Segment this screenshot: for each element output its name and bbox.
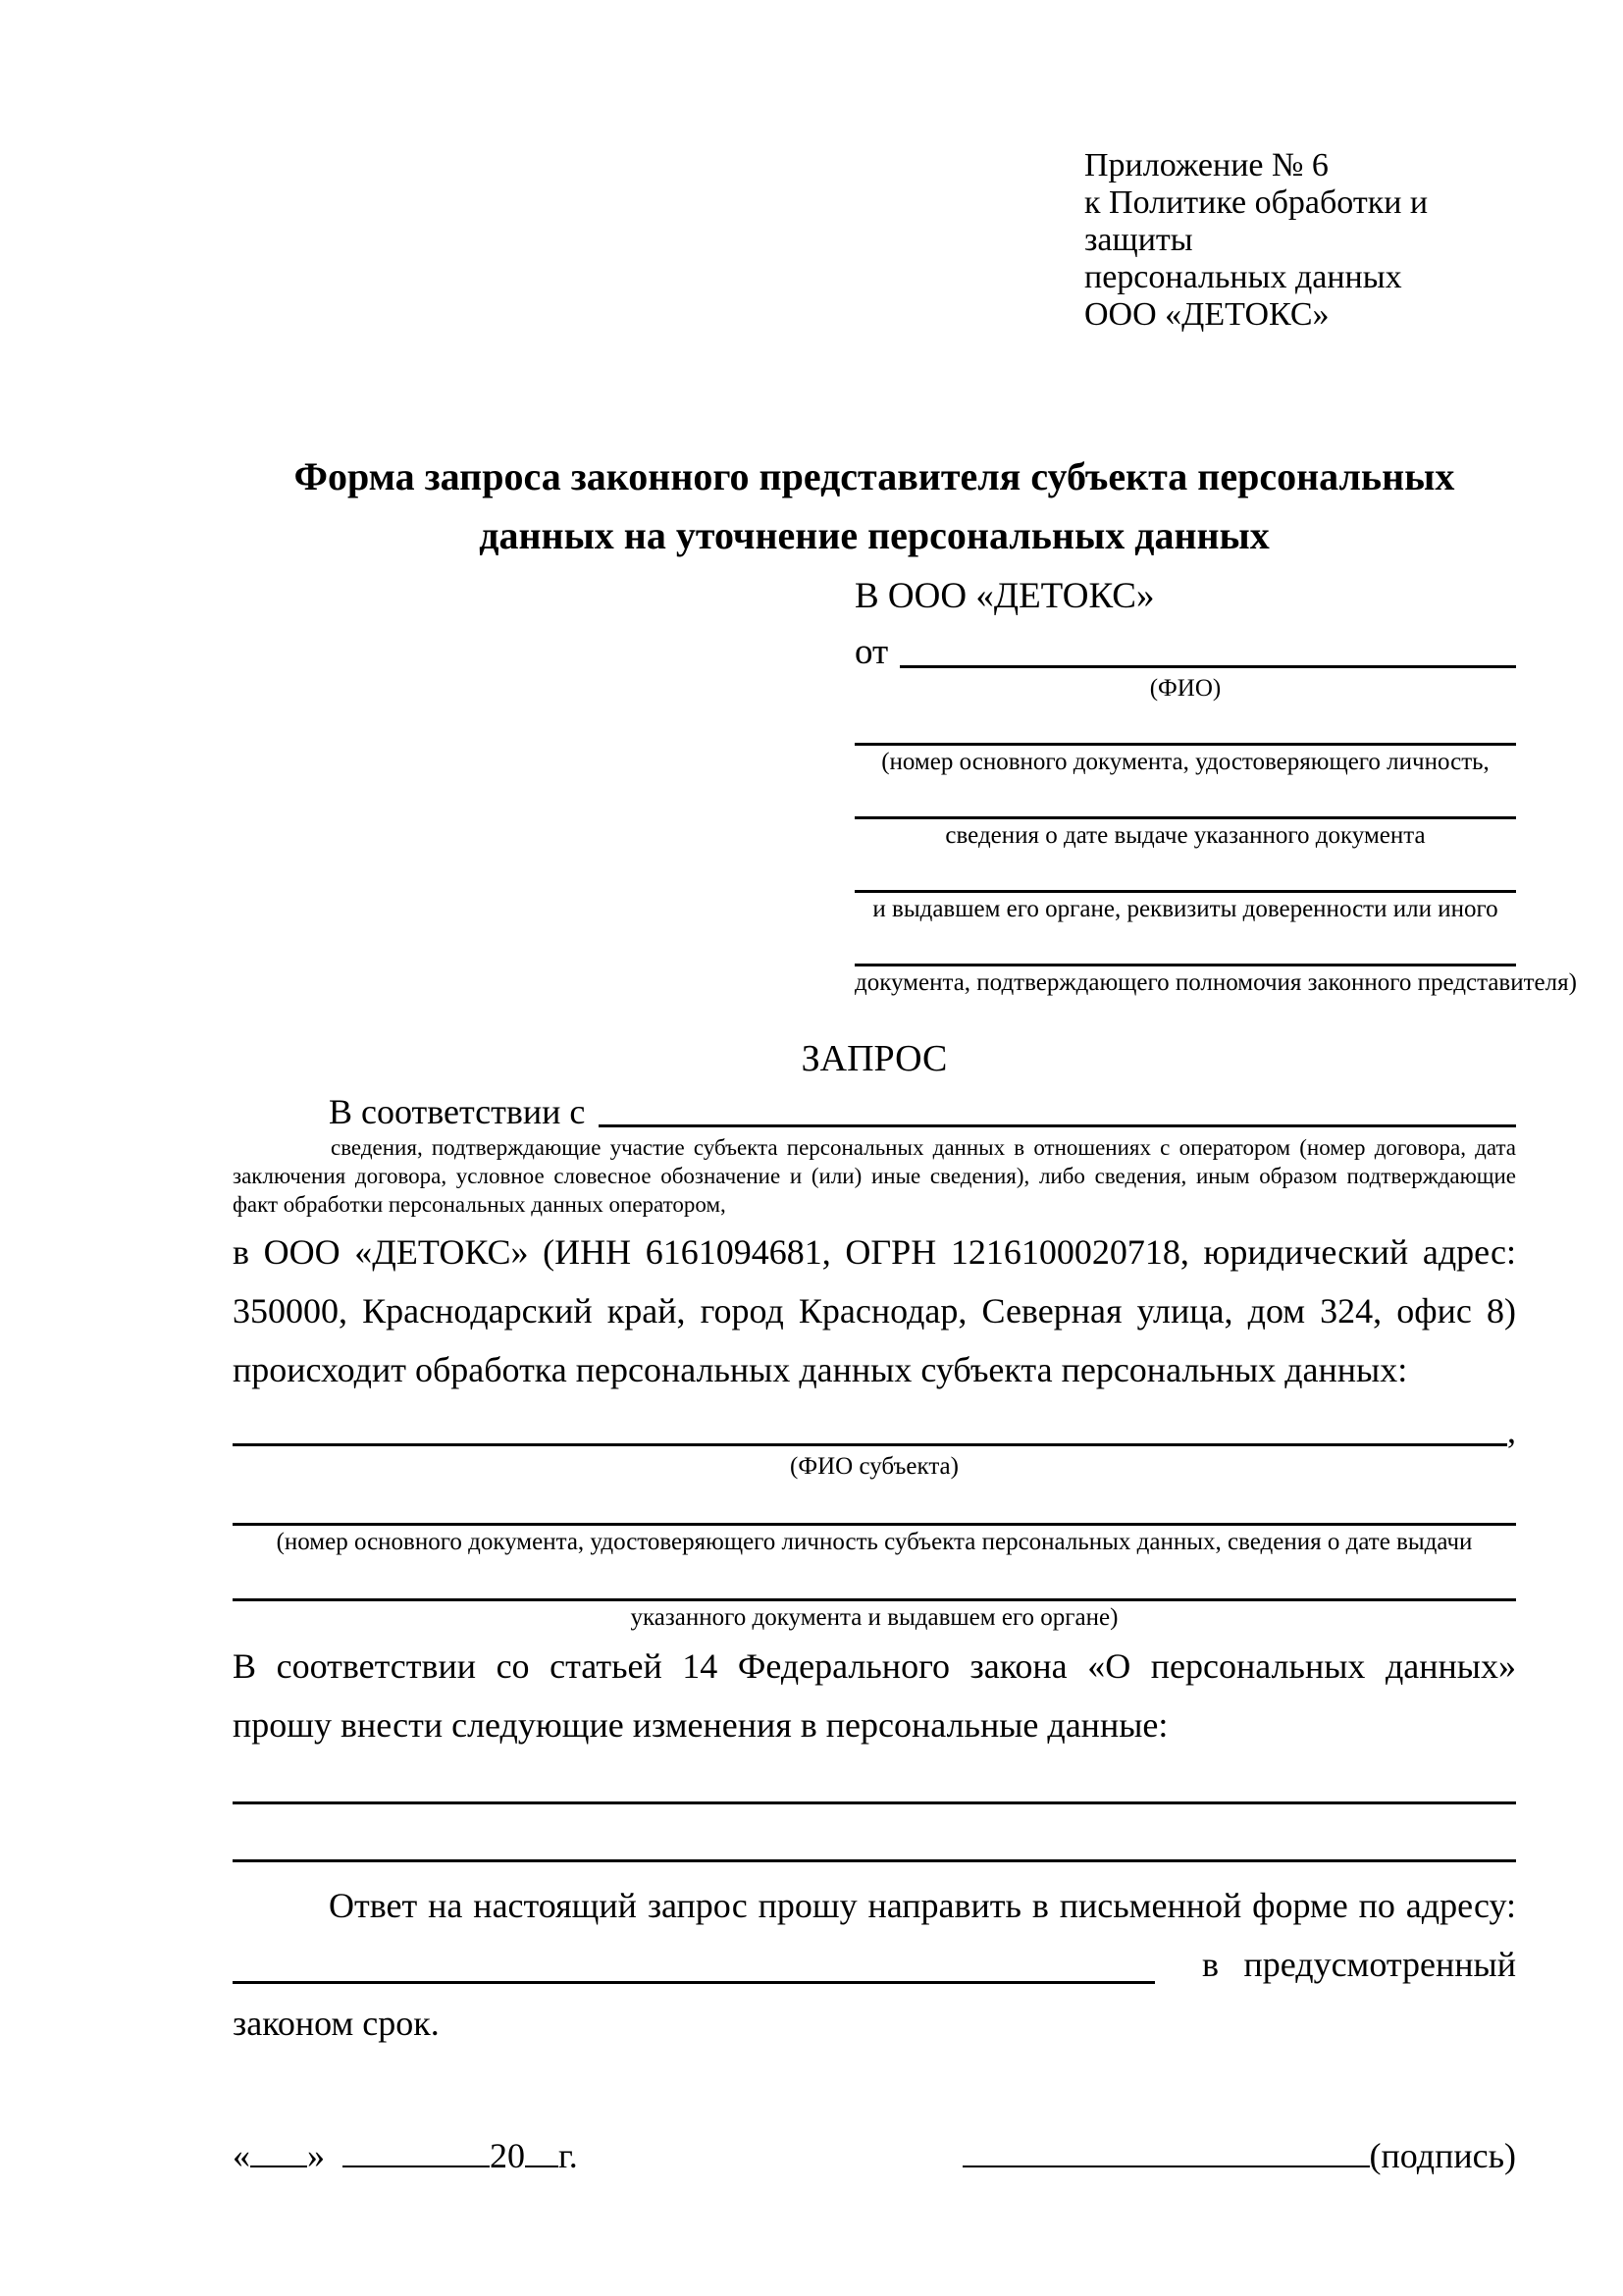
- day-fill-line: [250, 2166, 307, 2167]
- changes-fill-line: [233, 1804, 1516, 1862]
- appendix-header-line: к Политике обработки и защиты: [1084, 184, 1429, 258]
- signature-fill-line: [963, 2166, 1370, 2167]
- fill-line: [855, 777, 1516, 819]
- intro-caption: сведения, подтверждающие участие субъекта персональных данных в отношениях с оператором (номер договора, дата заключения договора, условное словесное обозначение и (или) иные сведения), либо сведения, иным образом подтверждающие факт обработки персональных данных оператором,: [233, 1135, 1516, 1217]
- year-suffix: г.: [558, 2136, 578, 2175]
- from-label: от: [855, 632, 889, 672]
- answer-tail-end: законом срок.: [233, 2004, 440, 2043]
- line-caption: и выдавшем его органе, реквизиты доверенности или иного: [872, 896, 1498, 922]
- footer-row: [233, 2135, 1516, 2176]
- fill-line: [855, 851, 1516, 893]
- answer-tail-word: предусмотренный: [1243, 1945, 1516, 1984]
- line-caption: документа, подтверждающего полномочия законного представителя): [855, 969, 1577, 996]
- year-fill-line: [525, 2166, 558, 2167]
- answer-paragraph: Ответ на настоящий запрос прошу направить в письменной форме по адресу:: [329, 1886, 1516, 1925]
- request-heading: ЗАПРОС: [801, 1038, 948, 1079]
- operator-paragraph: в ООО «ДЕТОКС» (ИНН 6161094681, ОГРН 1216100020718, юридический адрес: 350000, Краснодарский край, город Краснодар, Северная улица, дом 324, офис 8) происходит обработка персональных данных субъекта персональных данных:: [233, 1232, 1516, 1389]
- appendix-header-line: Приложение № 6: [1084, 147, 1329, 183]
- signature-field: [963, 2135, 1516, 2176]
- intro-row: [233, 1090, 1516, 1133]
- fill-line: [855, 924, 1516, 966]
- changes-fill-line: [233, 1754, 1516, 1804]
- addressee-block: [855, 575, 1577, 998]
- answer-tail: [1155, 1935, 1516, 1994]
- subject-doc-caption: указанного документа и выдавшем его органе): [630, 1604, 1119, 1631]
- subject-fio-row: [233, 1409, 1516, 1452]
- subject-doc-caption: (номер основного документа, удостоверяющего личность субъекта персональных данных, сведения о дате выдачи: [276, 1529, 1473, 1555]
- from-row: [855, 631, 1516, 674]
- law-paragraph: В соответствии со статьей 14 Федерального закона «О персональных данных» прошу внести следующие изменения в персональные данные:: [233, 1646, 1516, 1745]
- intro-label: В соответствии с: [329, 1092, 586, 1131]
- subject-doc-line: [233, 1557, 1516, 1601]
- address-fill-line: [233, 1981, 1155, 1984]
- year-prefix: 20: [490, 2136, 525, 2175]
- appendix-header: [1084, 147, 1516, 334]
- answer-tail-word: в: [1202, 1945, 1219, 1984]
- form-title: Форма запроса законного представителя субъекта персональных данных на уточнение персональных данных: [293, 454, 1455, 557]
- line-caption: (номер основного документа, удостоверяющего личность,: [881, 749, 1490, 775]
- fio-caption: (ФИО): [1149, 675, 1222, 702]
- signature-caption: (подпись): [1369, 2136, 1516, 2175]
- from-fill-line: [900, 631, 1516, 668]
- subject-doc-line: [233, 1482, 1516, 1526]
- quote-open: «: [233, 2136, 250, 2175]
- date-field: [233, 2135, 578, 2176]
- appendix-header-line: ООО «ДЕТОКС»: [1084, 296, 1330, 333]
- trailing-comma: ,: [1507, 1411, 1516, 1450]
- fill-line: [855, 704, 1516, 746]
- line-caption: сведения о дате выдаче указанного документа: [945, 822, 1426, 849]
- subject-fio-line: [233, 1409, 1507, 1446]
- answer-address-row: [233, 1935, 1516, 1994]
- addressee-to: В ООО «ДЕТОКС»: [855, 576, 1155, 616]
- appendix-header-line: персональных данных: [1084, 259, 1402, 295]
- intro-fill-line: [599, 1090, 1516, 1127]
- subject-fio-caption: (ФИО субъекта): [790, 1453, 959, 1480]
- quote-close: »: [307, 2136, 325, 2175]
- month-fill-line: [342, 2166, 490, 2167]
